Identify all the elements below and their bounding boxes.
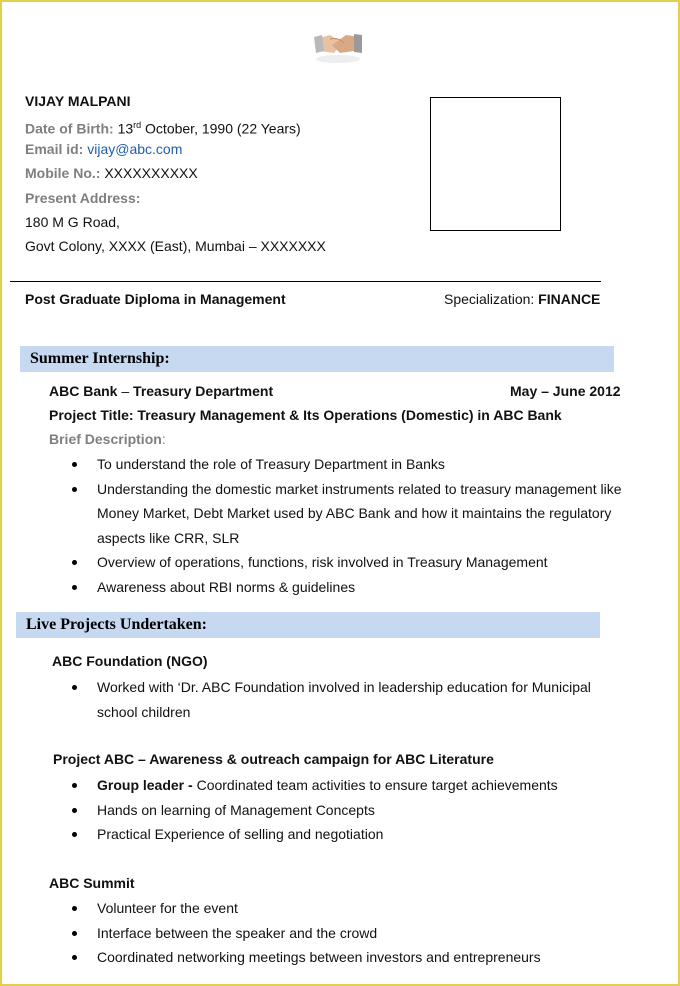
list-item [49,700,639,725]
section-summer-internship: Summer Internship: [20,346,614,372]
brief-label: Brief Description [49,431,162,447]
mobile-row [25,164,198,182]
candidate-name: VIJAY MALPANI [25,93,131,109]
list-item-text: Money Market, Debt Market used by ABC Bank and how it maintains the regulatory [97,505,612,521]
email-row [25,140,182,158]
handshake-icon [312,25,364,65]
dob-value: October, 1990 (22 Years) [145,120,301,137]
brief-row [49,430,166,448]
address-line-2: Govt Colony, XXXX (East), Mumbai – XXXXXXX [25,238,326,254]
bullet-icon [72,906,77,911]
internship-company: ABC Bank [49,383,118,399]
list-item-text: Hands on learning of Management Concepts [97,801,375,818]
bullet-icon [72,487,77,492]
bullet-icon [72,832,77,837]
degree: Post Graduate Diploma in Management [25,291,286,307]
mobile-label: Mobile No.: [25,165,101,181]
list-item-text: Coordinated team activities to ensure target achievements [192,777,558,793]
dob-label: Date of Birth: [25,120,114,137]
specialization-row [444,290,600,308]
photo-placeholder [430,97,561,231]
list-item [49,921,639,946]
internship-dash: – [121,383,130,399]
brief-colon: : [161,431,166,447]
bullet-icon [72,585,77,590]
address-label: Present Address: [25,190,141,206]
bullet-icon [72,560,77,565]
internship-department: Treasury Department [133,383,274,399]
list-item [49,526,639,551]
list-item-text: Awareness about RBI norms & guidelines [97,578,356,595]
bullet-icon [72,931,77,936]
list-item [49,773,639,798]
list-item-text: To understand the role of Treasury Department in Banks [97,456,445,472]
list-item [49,501,639,526]
dob-suffix: rd [133,120,142,130]
email-label: Email id: [25,141,84,157]
project-1-title: ABC Foundation (NGO) [52,653,208,669]
specialization-label: Specialization: [444,291,535,307]
list-item-text: aspects like CRR, SLR [97,529,240,546]
internship-bullets [49,452,639,599]
list-item-text: Coordinated networking meetings between investors and entrepreneurs [97,949,541,965]
list-item [49,452,639,477]
project-2-bullets [49,773,639,847]
list-item [49,945,639,970]
project-title: Project Title: Treasury Management & Its Operations (Domestic) in ABC Bank [49,407,562,423]
bullet-icon [72,783,77,788]
project-3-title: ABC Summit [49,875,135,891]
list-item [49,675,639,700]
list-item-text: Practical Experience of selling and negotiation [97,826,384,842]
list-item [49,575,639,600]
specialization-value: FINANCE [538,291,601,307]
list-item-text: Overview of operations, functions, risk involved in Treasury Management [97,554,548,570]
project-3-bullets [49,896,639,970]
list-item-text: Understanding the domestic market instruments related to treasury management like [97,480,622,497]
bullet-icon [72,462,77,467]
list-item-text: school children [97,703,191,720]
bullet-icon [72,808,77,813]
project-2-title: Project ABC – Awareness & outreach campaign for ABC Literature [53,751,494,767]
project-1-bullets [49,675,639,724]
list-item [49,798,639,823]
list-item [49,477,639,502]
section-live-projects: Live Projects Undertaken: [16,612,600,638]
email-link[interactable]: vijay@abc.com [87,141,183,157]
mobile-value: XXXXXXXXXX [104,165,198,181]
dob-day: 13 [117,120,134,137]
list-item [49,896,639,921]
dob-row [25,116,301,138]
group-leader-label: Group leader - [97,777,193,793]
divider [10,281,601,282]
list-item [49,822,639,847]
list-item-text: Worked with ‘Dr. ABC Foundation involved in leadership education for Municipal [97,679,591,695]
bullet-icon [72,685,77,690]
bullet-icon [72,955,77,960]
address-line-1: 180 M G Road, [25,214,120,230]
list-item [49,550,639,575]
list-item-text: Interface between the speaker and the crowd [97,924,378,941]
internship-dates: May – June 2012 [510,383,621,399]
internship-company-row [49,382,273,400]
list-item-text: Volunteer for the event [97,900,238,916]
